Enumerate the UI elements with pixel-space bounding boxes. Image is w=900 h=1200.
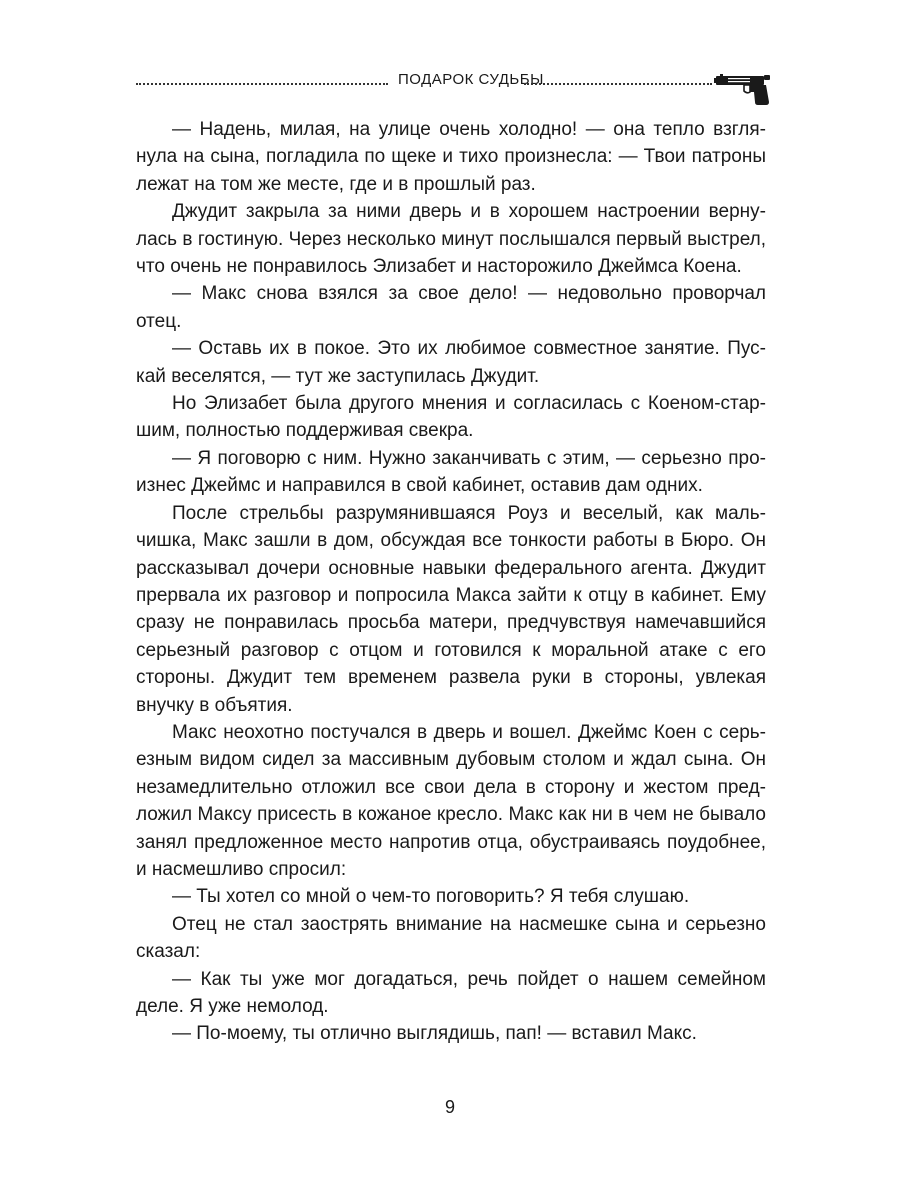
paragraph: — Макс снова взялся за свое дело! — недовольно проворчал отец. [136, 283, 766, 332]
paragraph: — Я поговорю с ним. Нужно заканчивать с этим, — серьезно произнес Джеймс и направился в свой кабинет, оставив дам одних. [136, 447, 766, 497]
running-header [136, 70, 776, 110]
paragraph: Макс неохотно постучался в дверь и вошел. Джеймс Коен с серьезным видом сидел за массивным дубовым столом и ждал сына. Он незамедлительно отложил все свои дела в сторону и жестом предложил Максу присесть в кожаное кресло. Макс как ни в чем не бывало занял предложенное место напротив отца, обустраиваясь поудобнее, и насмешливо спросил: [136, 721, 766, 880]
paragraph: Но Элизабет была другого мнения и согласилась с Коеном-старшим, полностью поддерживая свекра. [136, 393, 766, 442]
header-dotted-rule-left [136, 83, 388, 85]
page-number: 9 [444, 1097, 455, 1117]
paragraph: — Ты хотел со мной о чем-то поговорить? Я тебя слушаю. [172, 886, 690, 908]
header-title: ПОДАРОК СУДЬБЫ [398, 71, 544, 88]
header-dotted-rule-right [524, 83, 712, 85]
paragraph: — Надень, милая, на улице очень холодно! — она тепло взглянула на сына, погладила по щеке и тихо произнесла: — Твои патроны лежат на том же месте, где и в прошлый раз. [136, 119, 766, 195]
pistol-icon [714, 70, 776, 106]
paragraph: — Оставь их в покое. Это их любимое совместное занятие. Пускай веселятся, — тут же заступилась Джудит. [136, 338, 766, 387]
paragraph: — По-моему, ты отлично выглядишь, пап! — вставил Макс. [172, 1023, 697, 1045]
paragraph: Отец не стал заострять внимание на насмешке сына и серьезно сказал: [136, 913, 766, 963]
paragraph: После стрельбы разрумянившаяся Роуз и веселый, как мальчишка, Макс зашли в дом, обсуждая все тонкости работы в Бюро. Он рассказывал дочери основные навыки федерального агента. Джудит прервала их разговор и попросила Макса зайти к отцу в кабинет. Ему сразу не понравилась просьба матери, предчувствуя намечавшийся серьезный разговор с отцом и готовился к моральной атаке с его стороны. Джудит тем временем развела руки в стороны, увлекая внучку в объятия. [136, 502, 766, 716]
paragraph: Джудит закрыла за ними дверь и в хорошем настроении вернулась в гостиную. Через несколько минут послышался первый выстрел, что очень не понравилось Элизабет и насторожило Джеймса Коена. [136, 201, 766, 278]
paragraph: — Как ты уже мог догадаться, речь пойдет о нашем семейном деле. Я уже немолод. [136, 968, 766, 1017]
body-text [136, 116, 766, 1048]
